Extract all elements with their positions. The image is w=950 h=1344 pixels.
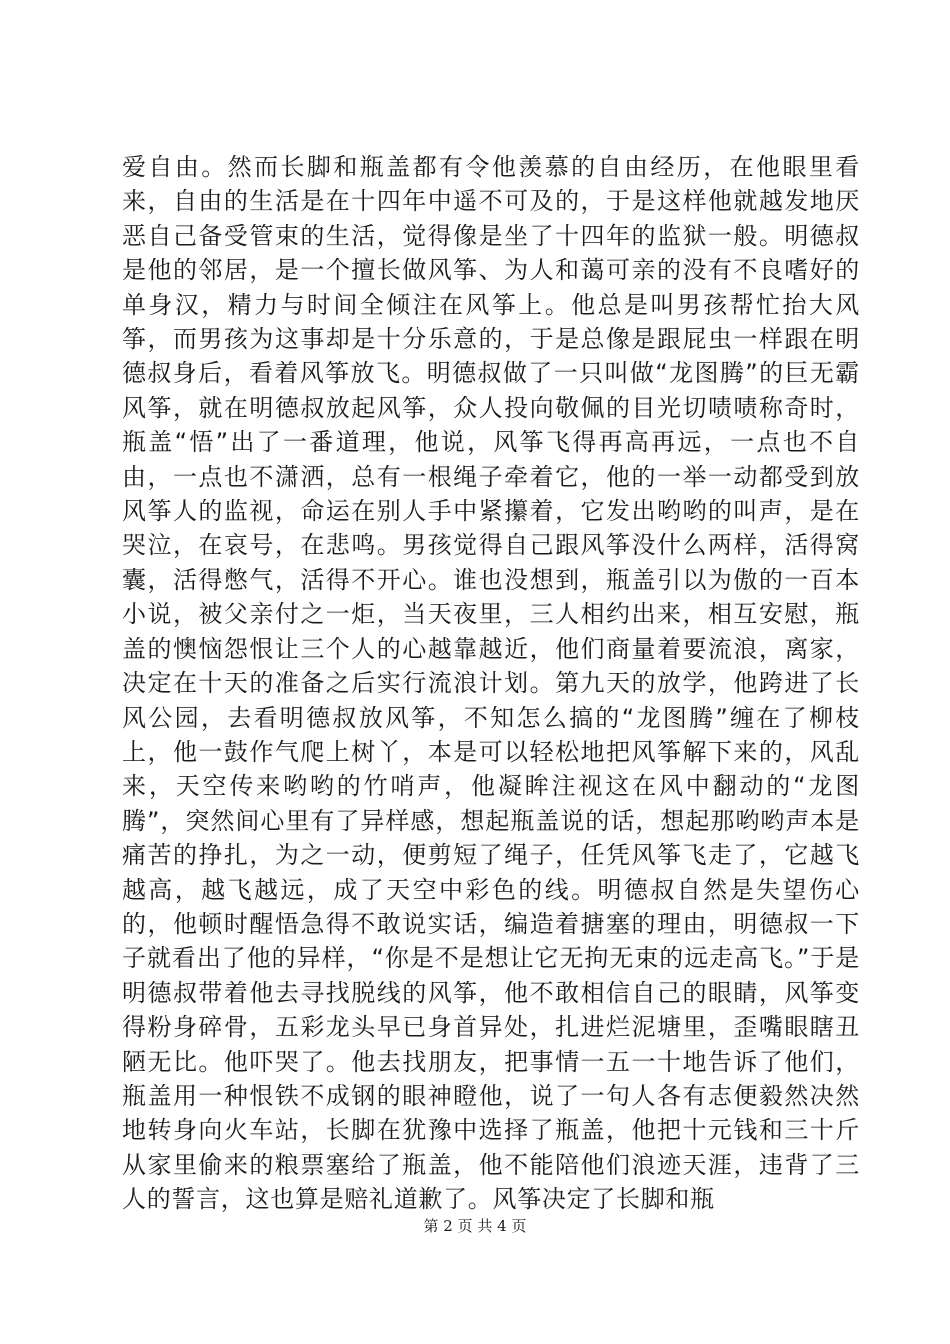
- page-number-footer: 第 2 页 共 4 页: [423, 1217, 527, 1235]
- body-paragraph: 爱自由。然而长脚和瓶盖都有令他羡慕的自由经历，在他眼里看来，自由的生活是在十四年中遥不可及的，于是这样他就越发地厌恶自己备受管束的生活，觉得像是坐了十四年的监狱一般。明德叔是他的邻居，是一个擅长做风筝、为人和蔼可亲的没有不良嗜好的单身汉，精力与时间全倾注在风筝上。他总是叫男孩帮忙抬大风筝，而男孩为这事却是十分乐意的，于是总像是跟屁虫一样跟在明德叔身后，看着风筝放飞。明德叔做了一只叫做“龙图腾”的巨无霸风筝，就在明德叔放起风筝，众人投向敬佩的目光切啧啧称奇时，瓶盖“悟”出了一番道理，他说，风筝飞得再高再远，一点也不自由，一点也不潇洒，总有一根绳子牵着它，他的一举一动都受到放风筝人的监视，命运在别人手中紧攥着，它发出哟哟的叫声，是在哭泣，在哀号，在悲鸣。男孩觉得自己跟风筝没什么两样，活得窝囊，活得憋气，活得不开心。谁也没想到，瓶盖引以为傲的一百本小说，被父亲付之一炬，当天夜里，三人相约出来，相互安慰，瓶盖的懊恼怨恨让三个人的心越靠越近，他们商量着要流浪，离家，决定在十天的准备之后实行流浪计划。第九天的放学，他跨进了长风公园，去看明德叔放风筝，不知怎么搞的“龙图腾”缠在了柳枝上，他一鼓作气爬上树丫，本是可以轻松地把风筝解下来的，风乱来，天空传来哟哟的竹哨声，他凝眸注视这在风中翻动的“龙图腾”，突然间心里有了异样感，想起瓶盖说的话，想起那哟哟声本是痛苦的挣扎，为之一动，便剪短了绳子，任凭风筝飞走了，它越飞越高，越飞越远，成了天空中彩色的线。明德叔自然是失望伤心的，他顿时醒悟急得不敢说实话，编造着搪塞的理由，明德叔一下子就看出了他的异样，“你是不是想让它无拘无束的远走高飞。”于是明德叔带着他去寻找脱线的风筝，他不敢相信自己的眼睛，风筝变得粉身碎骨，五彩龙头早已身首异处，扎进烂泥塘里，歪嘴眼瞎丑陋无比。他吓哭了。他去找朋友，把事情一五一十地告诉了他们，瓶盖用一种恨铁不成钢的眼神瞪他，说了一句人各有志便毅然决然地转身向火车站，长脚在犹豫中选择了瓶盖，他把十元钱和三十斤从家里偷来的粮票塞给了瓶盖，他不能陪他们浪迹天涯，违背了三人的誓言，这也算是赔礼道歉了。风筝决定了长脚和瓶: [122, 153, 860, 1214]
